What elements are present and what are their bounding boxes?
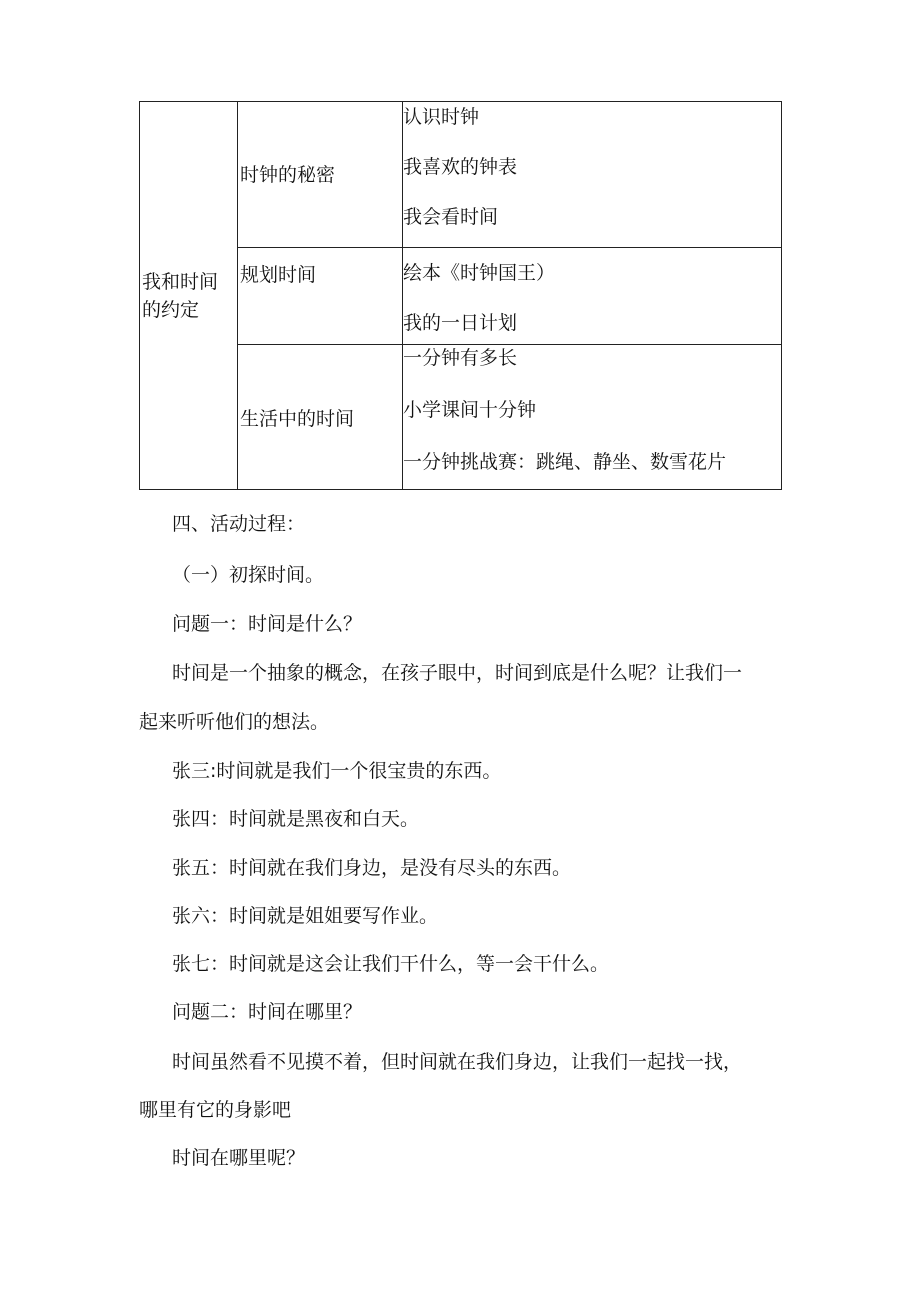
theme-line-2: 的约定: [142, 299, 200, 321]
table-row: [238, 248, 781, 345]
activity-item: 认识时钟: [403, 106, 480, 128]
answer-item: 张五：时间就在我们身边，是没有尽头的东西。: [172, 857, 572, 879]
answer-item: 张三:时间就是我们一个很宝贵的东西。: [172, 760, 502, 782]
subtopic-cell: [238, 248, 403, 344]
subtopic-cell: [238, 102, 403, 247]
activity-item: 绘本《时钟国王）: [403, 262, 556, 284]
activities-cell: [403, 248, 781, 344]
subsection-heading: （一）初探时间。: [172, 564, 325, 586]
table-row: [238, 102, 781, 248]
question-two: 问题二：时间在哪里？: [172, 1001, 363, 1023]
activity-item: 小学课间十分钟: [403, 399, 537, 421]
activities-cell: [403, 102, 781, 247]
subtopic-cell: [238, 345, 403, 489]
question-one: 问题一：时间是什么？: [172, 613, 363, 635]
theme-cell: [140, 102, 238, 489]
activity-plan-table: [139, 101, 782, 490]
answer-item: 张六：时间就是姐姐要写作业。: [172, 905, 439, 927]
intro-paragraph-line-1: 时间是一个抽象的概念，在孩子眼中，时间到底是什么呢？让我们一: [172, 662, 743, 684]
activities-cell: [403, 345, 781, 489]
theme-line-1: 我和时间: [142, 271, 219, 293]
subtopic-label: 生活中的时间: [240, 408, 355, 430]
search-paragraph-line-2: 哪里有它的身影吧: [139, 1099, 292, 1121]
activity-item: 我会看时间: [403, 206, 499, 228]
answer-item: 张四：时间就是黑夜和白天。: [172, 808, 420, 830]
answer-item: 张七：时间就是这会让我们干什么，等一会干什么。: [172, 953, 610, 975]
intro-paragraph-line-2: 起来听听他们的想法。: [139, 711, 330, 733]
closing-question: 时间在哪里呢？: [172, 1147, 306, 1169]
table-row: [238, 345, 781, 489]
subtopic-label: 规划时间: [240, 264, 317, 286]
subtopic-label: 时钟的秘密: [240, 164, 336, 186]
activity-item: 我的一日计划: [403, 312, 518, 334]
activity-item: 我喜欢的钟表: [403, 156, 518, 178]
theme-label: [142, 268, 234, 324]
activity-item: 一分钟有多长: [403, 347, 518, 369]
activity-item: 一分钟挑战赛：跳绳、静坐、数雪花片: [403, 451, 727, 473]
section-heading: 四、活动过程：: [172, 513, 306, 535]
search-paragraph-line-1: 时间虽然看不见摸不着，但时间就在我们身边，让我们一起找一找，: [172, 1051, 743, 1073]
